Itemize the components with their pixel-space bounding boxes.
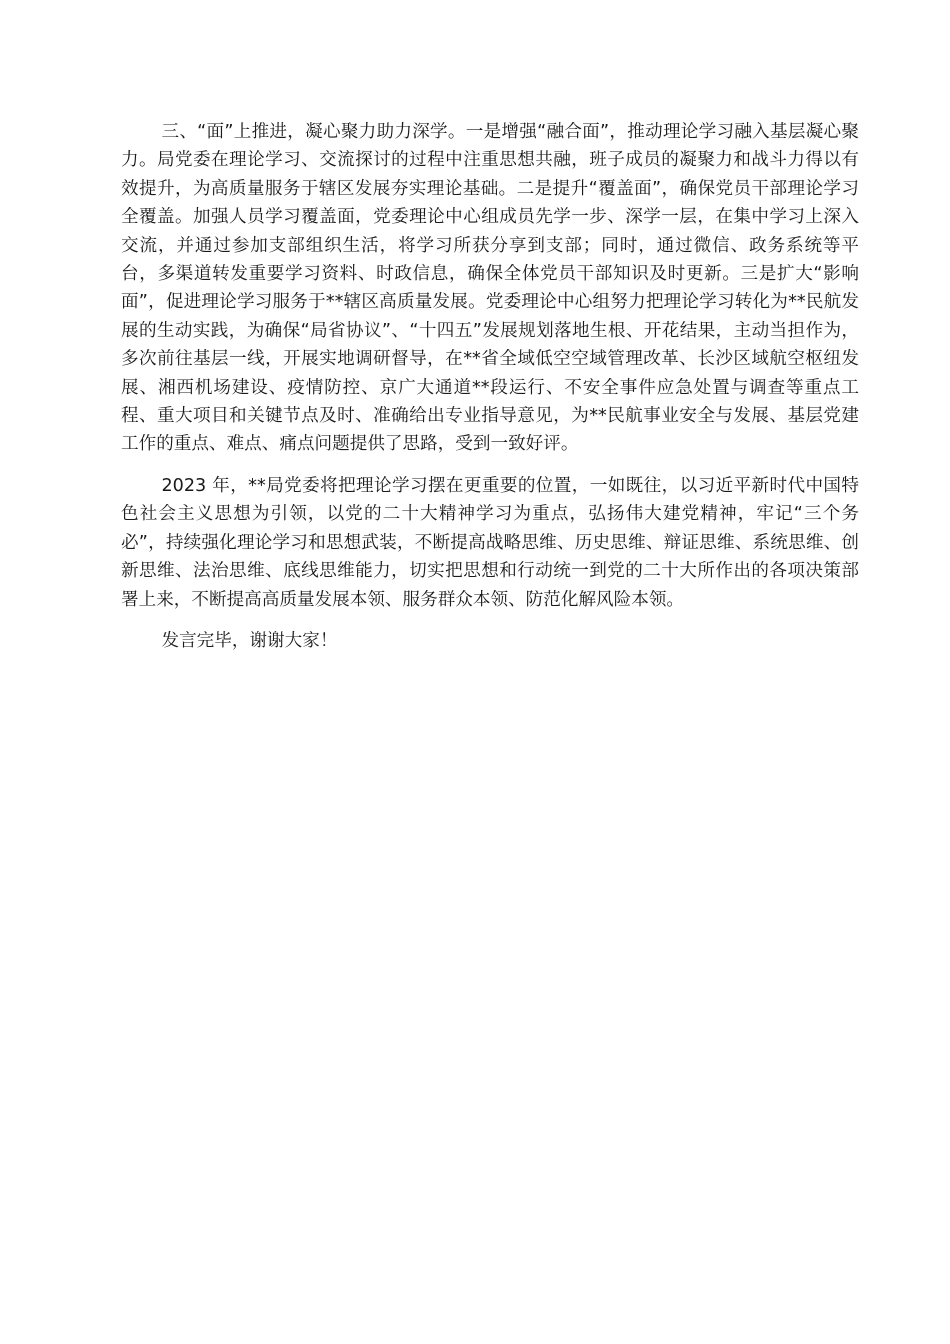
paragraph-closing-remarks: 发言完毕，谢谢大家！ [161, 630, 338, 651]
document-body [121, 118, 859, 655]
paragraph-2023-plan: 2023 年，**局党委将把理论学习摆在更重要的位置，一如既往，以习近平新时代中国特色社会主义思想为引领，以党的二十大精神学习为重点，弘扬伟大建党精神，牢记“三个务必”，持续强化理论学习和思想武装，不断提高战略思维、历史思维、辩证思维、系统思维、创新思维、法治思维、底线思维能力，切实把思想和行动统一到党的二十大所作出的各项决策部署上来，不断提高高质量发展本领、服务群众本领、防范化解风险本领。 [121, 475, 859, 610]
paragraph-theory-study-promotion: 三、“面”上推进，凝心聚力助力深学。一是增强“融合面”，推动理论学习融入基层凝心聚力。局党委在理论学习、交流探讨的过程中注重思想共融，班子成员的凝聚力和战斗力得以有效提升，为高质量服务于辖区发展夯实理论基础。二是提升“覆盖面”，确保党员干部理论学习全覆盖。加强人员学习覆盖面，党委理论中心组成员先学一步、深学一层，在集中学习上深入交流，并通过参加支部组织生活，将学习所获分享到支部；同时，通过微信、政务系统等平台，多渠道转发重要学习资料、时政信息，确保全体党员干部知识及时更新。三是扩大“影响面”，促进理论学习服务于**辖区高质量发展。党委理论中心组努力把理论学习转化为**民航发展的生动实践，为确保“局省协议”、“十四五”发展规划落地生根、开花结果，主动当担作为，多次前往基层一线，开展实地调研督导，在**省全域低空空域管理改革、长沙区域航空枢纽发展、湘西机场建设、疫情防控、京广大通道**段运行、不安全事件应急处置与调查等重点工程、重大项目和关键节点及时、准确给出专业指导意见，为**民航事业安全与发展、基层党建工作的重点、难点、痛点问题提供了思路，受到一致好评。 [121, 122, 859, 455]
